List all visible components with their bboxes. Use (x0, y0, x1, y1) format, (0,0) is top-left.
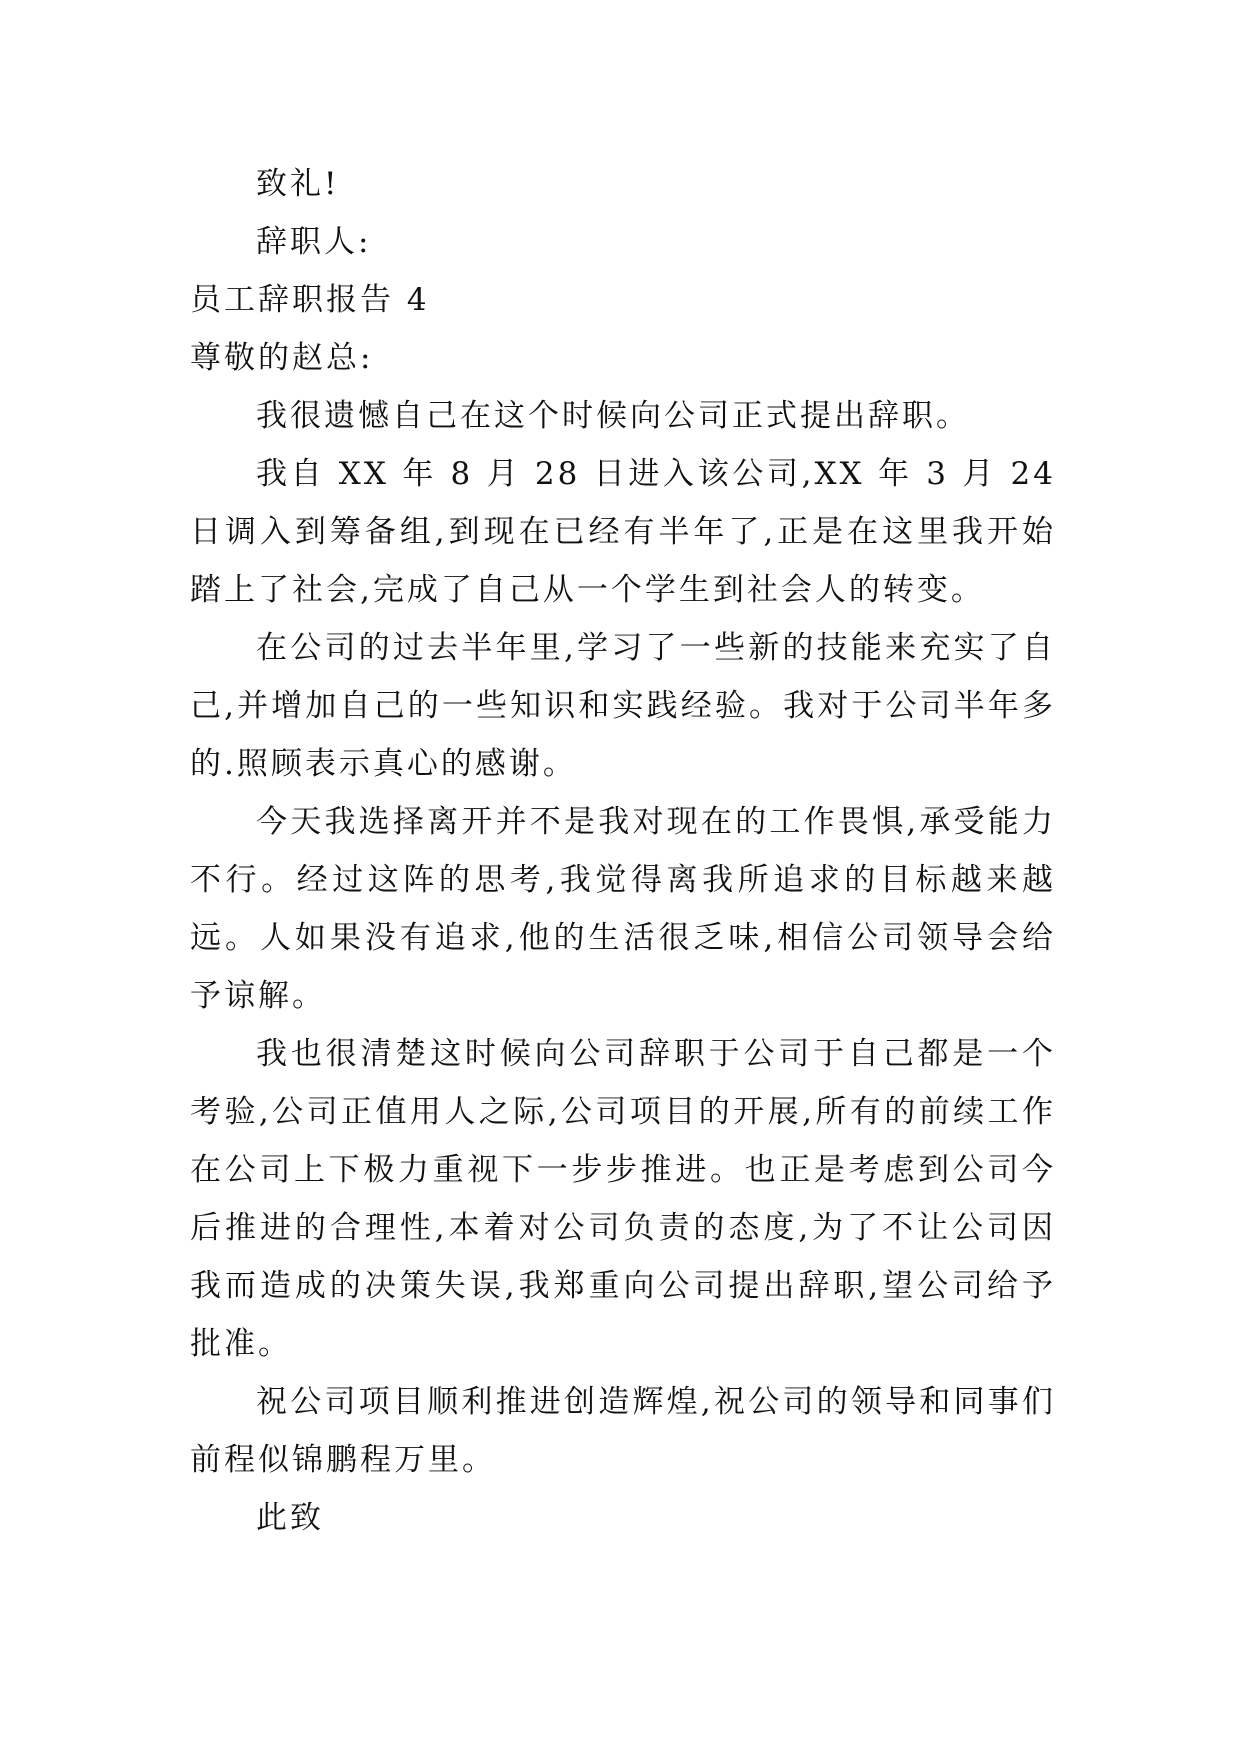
document-body (190, 155, 1056, 1547)
paragraph-3: 在公司的过去半年里,学习了一些新的技能来充实了自己,并增加自己的一些知识和实践经验。我对于公司半年多的.照顾表示真心的感谢。 (190, 630, 1056, 782)
closing-salute: 致礼! (256, 166, 340, 202)
resigner-label: 辞职人: (256, 224, 372, 260)
paragraph-1: 我很遗憾自己在这个时候向公司正式提出辞职。 (256, 398, 970, 434)
greeting: 尊敬的赵总: (190, 340, 374, 376)
paragraph-4: 今天我选择离开并不是我对现在的工作畏惧,承受能力不行。经过这阵的思考,我觉得离我所追求的目标越来越远。人如果没有追求,他的生活很乏味,相信公司领导会给予谅解。 (190, 804, 1056, 1014)
report-title: 员工辞职报告 4 (190, 282, 430, 318)
paragraph-5: 我也很清楚这时候向公司辞职于公司于自己都是一个考验,公司正值用人之际,公司项目的开展,所有的前续工作在公司上下极力重视下一步步推进。也正是考虑到公司今后推进的合理性,本着对公司负责的态度,为了不让公司因我而造成的决策失误,我郑重向公司提出辞职,望公司给予批准。 (190, 1036, 1056, 1362)
paragraph-2: 我自 XX 年 8 月 28 日进入该公司,XX 年 3 月 24 日调入到筹备组,到现在已经有半年了,正是在这里我开始踏上了社会,完成了自己从一个学生到社会人的转变。 (190, 456, 1056, 608)
sign-off: 此致 (256, 1500, 324, 1536)
paragraph-6: 祝公司项目顺利推进创造辉煌,祝公司的领导和同事们前程似锦鹏程万里。 (190, 1384, 1056, 1478)
